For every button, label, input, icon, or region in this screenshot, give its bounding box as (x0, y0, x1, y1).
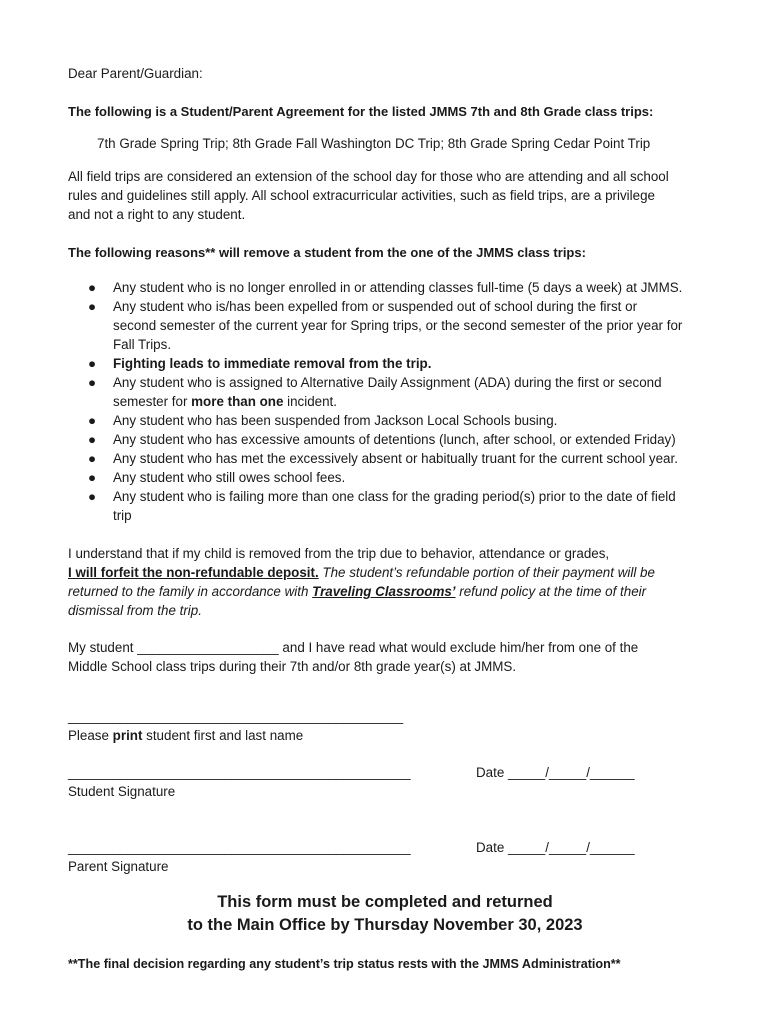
list-item (68, 278, 718, 297)
greeting: Dear Parent/Guardian: (68, 66, 203, 81)
bullet-icon: ● (88, 432, 97, 447)
bullet-icon: ● (88, 470, 97, 485)
parent-signature-label: Parent Signature (68, 859, 169, 874)
trips-line: 7th Grade Spring Trip; 8th Grade Fall Washington DC Trip; 8th Grade Spring Cedar Point Trip (97, 136, 651, 151)
student-signature-label: Student Signature (68, 784, 176, 799)
reason-text: Fighting leads to immediate removal from the trip. (113, 356, 432, 371)
reason-emphasis: more than one (191, 394, 284, 409)
policy-line: and not a right to any student. (68, 207, 246, 222)
label-text: Please (68, 728, 113, 743)
reason-text: Any student who is assigned to Alternative Daily Assignment (ADA) during the first or second (113, 375, 662, 390)
parent-signature-field[interactable]: ______________________________________________ (68, 840, 411, 855)
bullet-icon: ● (88, 451, 97, 466)
understand-line (68, 563, 655, 582)
print-name-label (68, 726, 303, 745)
reasons-heading: The following reasons** will remove a student from the one of the JMMS class trips: (68, 245, 586, 260)
list-item (68, 449, 718, 468)
understand-line (68, 582, 646, 601)
list-item (68, 411, 718, 430)
bullet-icon: ● (88, 280, 97, 295)
reason-text: Any student who is failing more than one class for the grading period(s) prior to the date of field (113, 489, 676, 504)
understand-line: I understand that if my child is removed from the trip due to behavior, attendance or grades, (68, 546, 610, 561)
closing-instruction: This form must be completed and returned (217, 893, 553, 911)
refund-text: The student’s refundable portion of their payment will be (318, 565, 655, 580)
label-emphasis: print (112, 728, 143, 743)
refund-text: refund policy at the time of their (455, 584, 647, 599)
list-item (68, 468, 718, 487)
reason-text: Any student who has been suspended from Jackson Local Schools busing. (113, 413, 558, 428)
forfeit-statement: I will forfeit the non-refundable deposit. (68, 565, 319, 580)
list-item (68, 487, 718, 525)
reason-text: Fall Trips. (113, 337, 172, 352)
closing-instruction: to the Main Office by Thursday November 30, 2023 (187, 916, 583, 934)
list-item (68, 430, 718, 449)
refund-text: returned to the family in accordance with (68, 584, 313, 599)
reasons-list (68, 278, 718, 525)
bullet-icon: ● (88, 413, 97, 428)
bullet-icon: ● (88, 356, 97, 371)
reason-text: incident. (283, 394, 338, 409)
footer-note: **The final decision regarding any student’s trip status rests with the JMMS Administration** (68, 957, 621, 971)
list-item (68, 373, 718, 411)
reason-text: Any student who is/has been expelled from or suspended out of school during the first or (113, 299, 638, 314)
reason-text: semester for (113, 394, 192, 409)
company-name: Traveling Classrooms’ (312, 584, 456, 599)
parent-date-field[interactable]: Date _____/_____/______ (476, 840, 635, 855)
list-item (68, 354, 718, 373)
student-signature-field[interactable]: ______________________________________________ (68, 765, 411, 780)
reason-text: Any student who has met the excessively absent or habitually truant for the current school year. (113, 451, 678, 466)
understand-line: dismissal from the trip. (68, 603, 202, 618)
policy-line: All field trips are considered an extension of the school day for those who are attending and all school (68, 169, 669, 184)
label-text: student first and last name (142, 728, 304, 743)
reason-text: second semester of the current year for Spring trips, or the second semester of the prior year for (113, 318, 683, 333)
intro-heading: The following is a Student/Parent Agreement for the listed JMMS 7th and 8th Grade class trips: (68, 104, 654, 119)
student-date-field[interactable]: Date _____/_____/______ (476, 765, 635, 780)
bullet-icon: ● (88, 375, 97, 390)
list-item (68, 297, 718, 354)
reason-text: trip (113, 508, 132, 523)
acknowledge-line: Middle School class trips during their 7th and/or 8th grade year(s) at JMMS. (68, 659, 517, 674)
reason-text: Any student who has excessive amounts of detentions (lunch, after school, or extended Friday) (113, 432, 676, 447)
acknowledge-line: My student ___________________ and I have read what would exclude him/her from one of the (68, 640, 639, 655)
bullet-icon: ● (88, 299, 97, 314)
reason-text: Any student who still owes school fees. (113, 470, 346, 485)
print-name-field[interactable]: _____________________________________________ (68, 709, 404, 724)
policy-line: rules and guidelines still apply. All school extracurricular activities, such as field trips, are a privilege (68, 188, 655, 203)
reason-text: Any student who is no longer enrolled in or attending classes full-time (5 days a week) at JMMS. (113, 280, 683, 295)
bullet-icon: ● (88, 489, 97, 504)
